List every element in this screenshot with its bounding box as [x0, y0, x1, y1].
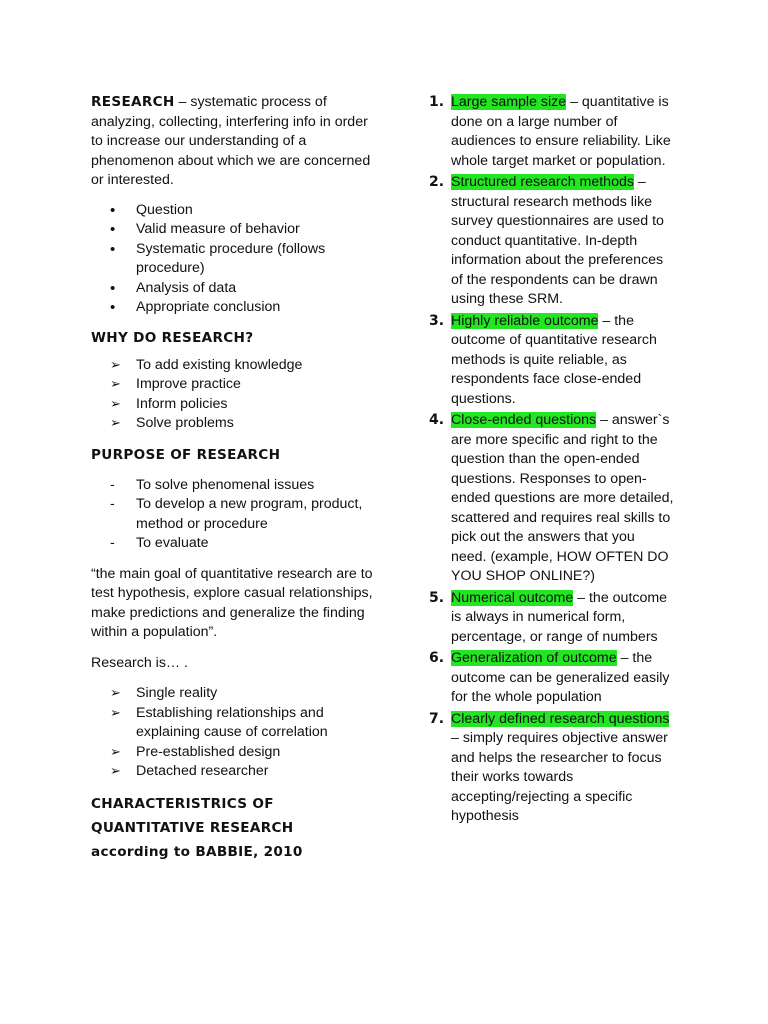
- research-elements-list: [91, 201, 381, 318]
- item-text: – the outcome can be generalized easily for the whole population: [451, 650, 670, 705]
- right-column: [429, 93, 674, 829]
- arrow-bullet-icon: [110, 762, 130, 782]
- highlighted-term: Structured research methods: [451, 174, 634, 190]
- list-item: ➢ Pre-established design: [91, 743, 381, 763]
- list-item: • Appropriate conclusion: [91, 298, 381, 318]
- quantitative-goal-quote: “the main goal of quantitative research are to test hypothesis, explore casual relationships, make predictions and generalize the finding within a population”.: [91, 565, 373, 640]
- list-item: [429, 411, 674, 587]
- bullet-icon: [110, 201, 130, 222]
- list-item: [429, 312, 674, 410]
- item-text: – simply requires objective answer and helps the researcher to focus their works towards accepting/rejecting a specific hypothesis: [451, 730, 668, 824]
- item-number: 1.: [429, 94, 445, 110]
- list-item: ➢ Detached researcher: [91, 762, 381, 782]
- left-column: [91, 93, 381, 864]
- research-is-list: [91, 684, 381, 782]
- characteristics-list: [429, 93, 674, 827]
- arrow-bullet-icon: [110, 356, 130, 376]
- arrow-bullet-icon: [110, 375, 130, 395]
- purpose-list: [91, 476, 381, 554]
- list-item: - To develop a new program, product, method or procedure: [91, 495, 381, 534]
- highlighted-term: Numerical outcome: [451, 589, 574, 606]
- list-item: [429, 649, 674, 708]
- list-item: ➢ Establishing relationships and explaining cause of correlation: [91, 704, 381, 743]
- item-number: 6.: [429, 650, 445, 666]
- list-item: [429, 710, 674, 827]
- highlighted-term: Highly reliable outcome: [451, 312, 599, 329]
- highlighted-term: Close-ended questions: [451, 412, 597, 428]
- item-number: 5.: [429, 589, 445, 606]
- list-item: • Valid measure of behavior: [91, 220, 381, 240]
- list-item: ➢ Inform policies: [91, 395, 381, 415]
- highlighted-term: Generalization of outcome: [451, 650, 617, 666]
- bullet-icon: [110, 220, 130, 241]
- list-item: ➢ Improve practice: [91, 375, 381, 395]
- list-item: ➢ To add existing knowledge: [91, 356, 381, 376]
- list-item: - To solve phenomenal issues: [91, 476, 381, 496]
- list-item: • Question: [91, 201, 381, 221]
- dash-bullet-icon: [110, 476, 130, 496]
- list-item: • Analysis of data: [91, 279, 381, 299]
- arrow-bullet-icon: [110, 414, 130, 434]
- purpose-heading: PURPOSE OF RESEARCH: [91, 446, 281, 463]
- item-number: 4.: [429, 412, 445, 428]
- dash-bullet-icon: [110, 495, 130, 515]
- why-research-list: [91, 356, 381, 434]
- arrow-bullet-icon: [110, 743, 130, 763]
- list-item: ➢ Single reality: [91, 684, 381, 704]
- bullet-icon: [110, 279, 130, 300]
- list-item: ➢ Solve problems: [91, 414, 381, 434]
- bullet-icon: [110, 240, 130, 261]
- definition-text: – systematic process of analyzing, collecting, interfering info in order to increase our understanding of a phenomenon about which we are concerned or interested.: [91, 94, 371, 188]
- item-text: – quantitative is done on a large number of audiences to ensure reliability. Like whole target market or population.: [451, 94, 671, 169]
- research-definition: [91, 93, 381, 191]
- list-item: [429, 93, 674, 171]
- definition-term: RESEARCH: [91, 94, 175, 110]
- highlighted-term: Clearly defined research questions: [451, 710, 670, 727]
- list-item: - To evaluate: [91, 534, 381, 554]
- item-text: – the outcome of quantitative research methods is quite reliable, as respondents face close-ended questions.: [451, 312, 657, 407]
- item-number: 7.: [429, 710, 445, 727]
- list-item: • Systematic procedure (follows procedure): [91, 240, 381, 279]
- item-text: – structural research methods like survey questionnaires are used to conduct quantitative. In-depth information about the preferences of the respondents can be drawn using these SRM.: [451, 174, 664, 307]
- bullet-icon: [110, 298, 130, 319]
- list-item: [429, 589, 674, 648]
- characteristics-heading: CHARACTERISTRICS OF QUANTITATIVE RESEARCH according to BABBIE, 2010: [91, 795, 303, 860]
- item-text: – answer`s are more specific and right to the question than the open-ended questions. Responses to open-ended questions are more detailed, scattered and requires real skills to pick out the answers that you need. (example, HOW OFTEN DO YOU SHOP ONLINE?): [451, 412, 674, 584]
- research-is-label: Research is… .: [91, 654, 188, 671]
- item-number: 2.: [429, 174, 445, 190]
- highlighted-term: Large sample size: [451, 94, 567, 110]
- arrow-bullet-icon: [110, 684, 130, 704]
- item-number: 3.: [429, 312, 445, 329]
- dash-bullet-icon: [110, 534, 130, 554]
- arrow-bullet-icon: [110, 395, 130, 415]
- item-text: – the outcome is always in numerical form, percentage, or range of numbers: [451, 589, 668, 645]
- list-item: [429, 173, 674, 310]
- why-research-heading: WHY DO RESEARCH?: [91, 329, 254, 346]
- arrow-bullet-icon: [110, 704, 130, 724]
